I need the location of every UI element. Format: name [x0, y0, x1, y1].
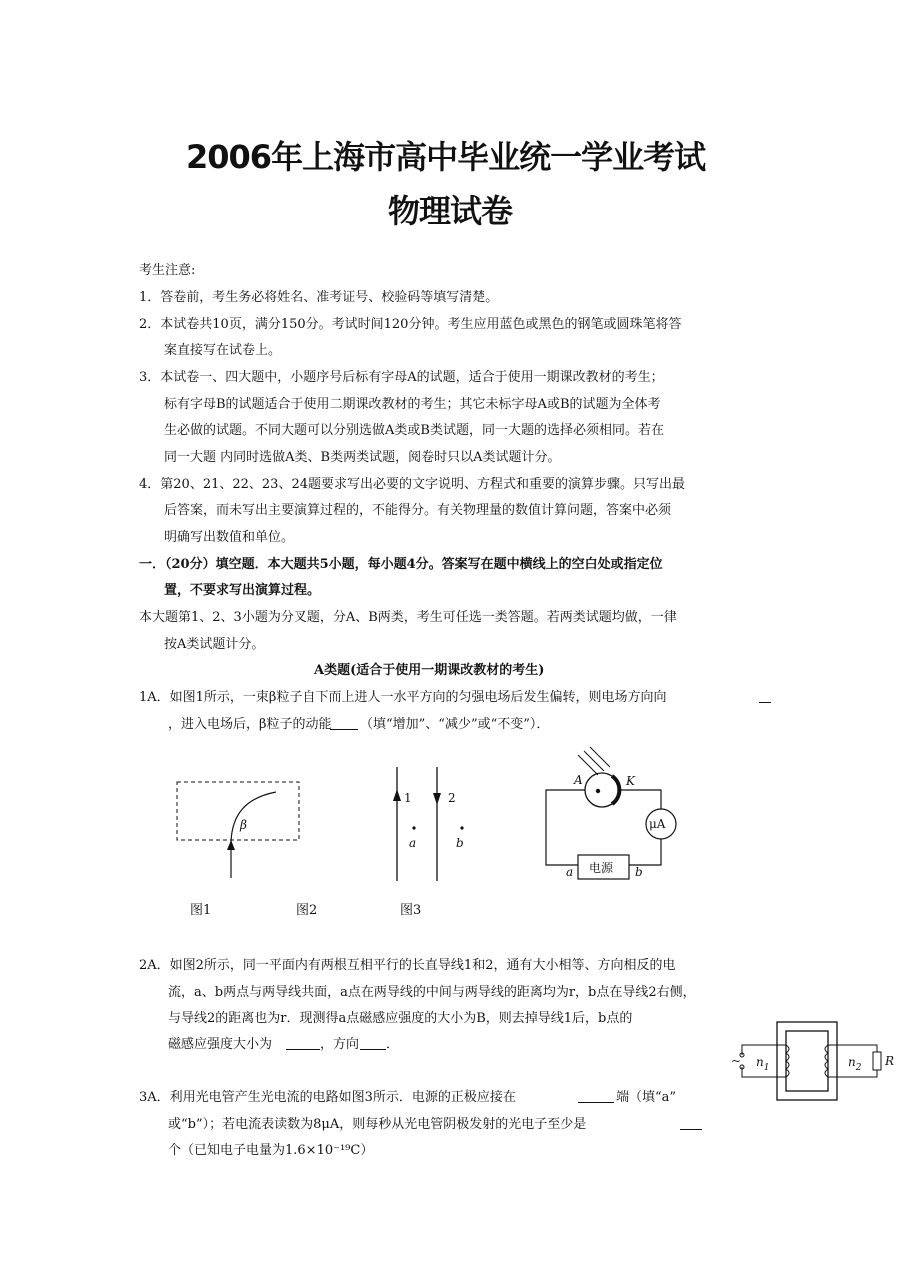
anode-label: A [574, 773, 583, 787]
figure-2 [385, 765, 465, 885]
figure-2-caption: 图2 [296, 903, 318, 918]
cathode-label: K [626, 774, 635, 788]
answer-blank [286, 1049, 320, 1050]
notice-item-4-cont1: 后答案，而未写出主要演算过程的，不能得分。有关物理量的数值计算问题，答案中必须 [164, 503, 672, 518]
power-source-label: 电源 [589, 861, 614, 875]
transformer-figure [730, 1018, 895, 1108]
ac-source-icon: ~ [731, 1054, 742, 1068]
question-3a: 3A．利用光电管产生光电流的电路如图3所示．电源的正极应接在 [139, 1090, 516, 1105]
figure-3 [540, 745, 690, 885]
notice-item-1: 1．答卷前，考生务必将姓名、准考证号、校验码等填写清楚。 [139, 290, 499, 305]
question-2a-cont3: 磁感应强度大小为 [168, 1037, 273, 1052]
figure-1-caption: 图1 [190, 903, 212, 918]
page-title: 2006年上海市高中毕业统一学业考试 [186, 138, 706, 176]
answer-blank [680, 1129, 702, 1130]
notice-item-2-cont: 案直接写在试卷上。 [164, 343, 282, 358]
notice-item-4: 4．第20、21、22、23、24题要求写出必要的文字说明、方程式和重要的演算步骤。只写出最 [139, 477, 685, 492]
question-3a-cont2: 个（已知电子电量为1.6×10⁻¹⁹C） [168, 1143, 374, 1158]
section-heading: 一．（20分）填空题．本大题共5小题，每小题4分。答案写在题中横线上的空白处或指定位 [139, 557, 663, 572]
notice-item-3-cont1: 标有字母B的试题适合于使用二期课改教材的考生；其它未标字母A或B的试题为全体考 [164, 397, 661, 412]
notice-item-3-cont2: 生必做的试题。不同大题可以分别选做A类或B类试题，同一大题的选择必须相同。若在 [164, 423, 664, 438]
question-1a-tail: （填“增加”、“减少”或“不变”）． [360, 717, 550, 732]
notice-item-3-cont3: 同一大题 内同时选做A类、B类两类试题，阅卷时只以A类试题计分。 [164, 450, 561, 465]
point-b-label: b [456, 836, 464, 850]
figure-1 [160, 770, 320, 885]
notice-item-4-cont2: 明确写出数值和单位。 [164, 530, 295, 545]
answer-blank [330, 729, 358, 730]
resistor-label: R [885, 1054, 895, 1068]
notice-item-2: 2．本试卷共10页，满分150分。考试时间120分钟。考生应用蓝色或黑色的钢笔或圆珠笔将答 [139, 317, 682, 332]
section-intro: 本大题第1、2、3小题为分叉题，分A、B两类，考生可任选一类答题。若两类试题均做，一律 [139, 610, 677, 625]
question-1a-cont: ，进入电场后，β粒子的动能 [168, 717, 332, 732]
question-1a: 1A．如图1所示，一束β粒子自下而上进人一水平方向的匀强电场后发生偏转，则电场方向向 [139, 690, 667, 705]
notice-heading: 考生注意: [139, 263, 196, 278]
section-heading-cont: 置，不要求写出演算过程。 [164, 583, 321, 598]
section-intro-cont: 按A类试题计分。 [164, 637, 265, 652]
notice-item-3: 3．本试卷一、四大题中，小题序号后标有字母A的试题，适合于使用一期课改教材的考生； [139, 370, 664, 385]
question-2a-end: ． [386, 1037, 400, 1052]
question-3a-tail: 端（填“a” [616, 1090, 677, 1105]
n2-label: $n_2$ [848, 1055, 862, 1073]
n1-label: $n_1$ [756, 1055, 770, 1073]
point-a-label: a [409, 836, 417, 850]
wire-1-label: 1 [404, 791, 412, 805]
answer-blank [578, 1102, 614, 1103]
figure-3-caption: 图3 [400, 903, 422, 918]
answer-blank [759, 702, 771, 703]
answer-blank [360, 1049, 386, 1050]
microammeter-label: μA [649, 817, 666, 831]
question-2a-cont2: 与导线2的距离也为r．现测得a点磁感应强度的大小为B，则去掉导线1后，b点的 [168, 1011, 633, 1026]
beta-label: β [240, 818, 247, 832]
question-2a-cont1: 流，a、b两点与两导线共面，a点在两导线的中间与两导线的距离均为r，b点在导线2右侧， [168, 985, 696, 1000]
page-subtitle: 物理试卷 [388, 192, 513, 230]
question-3a-cont1: 或“b”）；若电流表读数为8μA，则每秒从光电管阴极发射的光电子至少是 [168, 1117, 587, 1132]
terminal-b-label: b [635, 865, 643, 879]
terminal-a-label: a [566, 865, 574, 879]
question-2a: 2A．如图2所示，同一平面内有两根互相平行的长直导线1和2，通有大小相等、方向相反的电 [139, 958, 676, 973]
question-2a-direction: ，方向 [320, 1037, 360, 1052]
section-subheading: A类题(适合于使用一期课改教材的考生) [314, 663, 545, 678]
wire-2-label: 2 [448, 791, 456, 805]
